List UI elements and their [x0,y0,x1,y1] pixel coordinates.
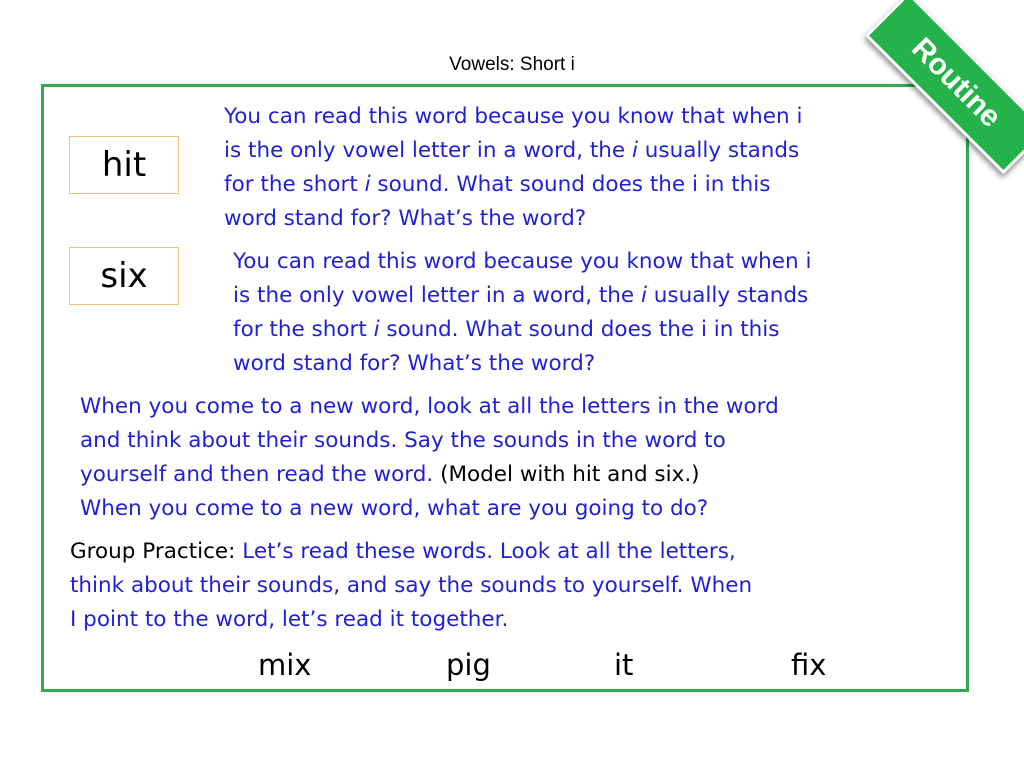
italic-letter: i [631,138,638,163]
text-span: usually stands [637,138,800,163]
text-span: usually stands [646,283,809,308]
group-practice-line: think about their sounds, and say the sounds to yourself. When [70,573,753,598]
text-span: for the short [233,317,374,342]
prompt-paragraph-2 [233,245,811,381]
group-practice-line [70,535,752,569]
prompt-line [224,168,802,202]
italic-letter: i [373,317,380,342]
practice-word-mix: mix [258,648,312,682]
prompt-line [233,313,811,347]
modeling-line: When you come to a new word, what are you going to do? [80,496,709,521]
text-span: is the only vowel letter in a word, the [224,138,632,163]
slide-title: Vowels: Short i [449,54,575,75]
prompt-line [224,134,802,168]
practice-word-fix: fix [791,648,827,682]
prompt-paragraph-1 [224,100,802,236]
modeling-paragraph [80,390,779,526]
italic-letter: i [364,172,371,197]
text-span: is the only vowel letter in a word, the [233,283,641,308]
modeling-line: and think about their sounds. Say the sounds in the word to [80,428,726,453]
modeling-line [80,458,779,492]
prompt-line: word stand for? What’s the word? [224,206,587,231]
word-card-hit: hit [69,136,179,194]
routine-banner: Routine [865,0,1024,174]
prompt-line [233,279,811,313]
modeling-line: When you come to a new word, look at all the letters in the word [80,394,779,419]
text-span: sound. What sound does the i in this [379,317,780,342]
practice-word-pig: pig [446,648,491,682]
model-note: (Model with hit and six.) [440,462,700,487]
group-practice-line: I point to the word, let’s read it together. [70,607,509,632]
text-span: yourself and then read the word. [80,462,441,487]
text-span: for the short [224,172,365,197]
word-card-six: six [69,247,179,305]
practice-word-it: it [614,648,634,682]
prompt-line: You can read this word because you know that when i [224,104,803,129]
group-practice-paragraph [70,535,752,637]
text-span: sound. What sound does the i in this [370,172,771,197]
prompt-line: word stand for? What’s the word? [233,351,596,376]
italic-letter: i [640,283,647,308]
group-practice-label: Group Practice: [70,539,243,564]
prompt-line: You can read this word because you know that when i [233,249,812,274]
text-span: Let’s read these words. Look at all the letters, [242,539,736,564]
